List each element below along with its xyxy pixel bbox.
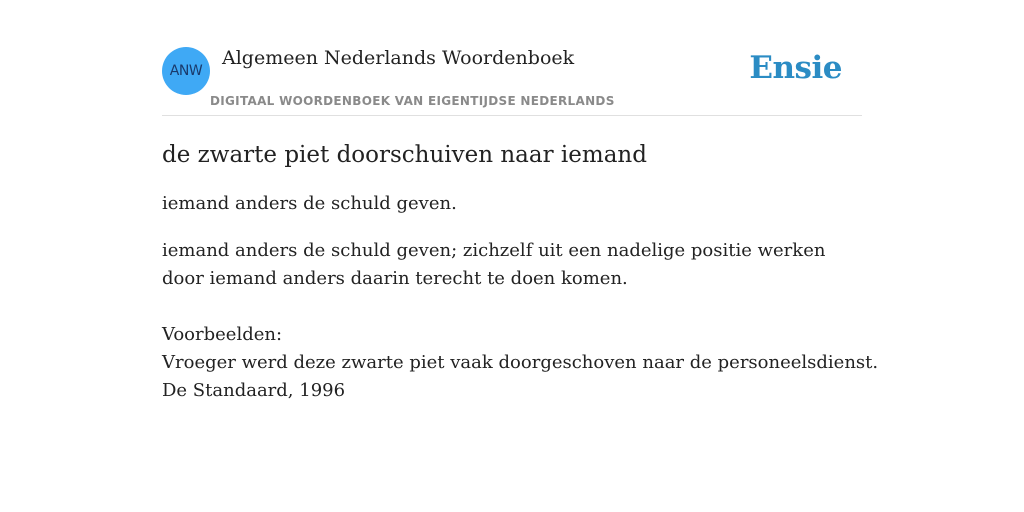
entry-term: de zwarte piet doorschuiven naar iemand xyxy=(162,142,647,168)
examples-block xyxy=(162,321,879,405)
example-source: De Standaard, 1996 xyxy=(162,380,346,401)
example-sentence: Vroeger werd deze zwarte piet vaak doorgeschoven naar de personeelsdienst. xyxy=(162,352,879,373)
short-definition: iemand anders de schuld geven. xyxy=(162,193,457,214)
entry-content xyxy=(162,140,879,405)
ensie-brand-link[interactable]: Ensie xyxy=(749,50,842,86)
site-header xyxy=(162,0,862,116)
long-definition: iemand anders de schuld geven; zichzelf uit een nadelige positie werken door iemand anders daarin terecht te doen komen. xyxy=(162,240,826,289)
site-subtitle: DIGITAAL WOORDENBOEK VAN EIGENTIJDSE NEDERLANDS xyxy=(210,94,615,108)
examples-label: Voorbeelden: xyxy=(162,324,283,345)
anw-logo[interactable] xyxy=(162,47,210,95)
site-title[interactable]: Algemeen Nederlands Woordenboek xyxy=(222,47,575,69)
logo-text: ANW xyxy=(169,63,203,79)
